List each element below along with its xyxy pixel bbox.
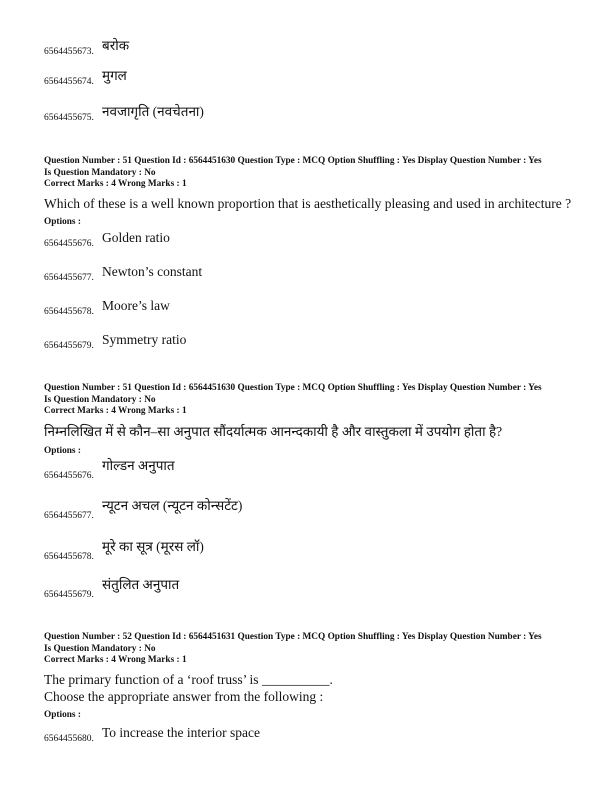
options-label: Options : xyxy=(44,217,81,227)
question-text: निम्नलिखित में से कौन–सा अनुपात सौंदर्यात्मक आनन्दकायी है और वास्तुकला में उपयोग होता है? xyxy=(44,424,503,439)
question-meta-line: Question Number : 52 Question Id : 6564451631 Question Type : MCQ Option Shuffling : Yes Display Question Number : Yes xyxy=(44,632,542,642)
question-marks: Correct Marks : 4 Wrong Marks : 1 xyxy=(44,655,187,665)
question-marks: Correct Marks : 4 Wrong Marks : 1 xyxy=(44,179,187,189)
option-row xyxy=(44,458,584,482)
option-text: To increase the interior space xyxy=(102,725,260,740)
option-id: 6564455676. xyxy=(44,239,94,249)
question-mandatory: Is Question Mandatory : No xyxy=(44,643,156,654)
option-text: Moore’s law xyxy=(102,298,170,313)
question-meta xyxy=(44,383,584,418)
option-text: Symmetry ratio xyxy=(102,332,187,347)
option-row xyxy=(44,100,584,124)
option-id: 6564455676. xyxy=(44,471,94,481)
question-meta-line: Question Number : 51 Question Id : 6564451630 Question Type : MCQ Option Shuffling : Yes Display Question Number : Yes xyxy=(44,383,542,393)
option-row xyxy=(44,294,584,318)
question-text: The primary function of a ‘roof truss’ is __________. xyxy=(44,672,333,687)
option-text: मुगल xyxy=(102,68,127,83)
question-text: Which of these is a well known proportion that is aesthetically pleasing and used in architecture ? xyxy=(44,196,572,211)
option-id: 6564455678. xyxy=(44,307,94,317)
option-id: 6564455675. xyxy=(44,113,94,123)
option-id: 6564455677. xyxy=(44,273,94,283)
option-id: 6564455673. xyxy=(44,47,94,57)
options-label: Options : xyxy=(44,446,81,456)
options-label: Options : xyxy=(44,710,81,720)
option-id: 6564455674. xyxy=(44,77,94,87)
option-text: बरोक xyxy=(102,38,130,53)
question-meta xyxy=(44,632,584,667)
option-id: 6564455679. xyxy=(44,341,94,351)
option-row xyxy=(44,539,584,563)
option-text: न्यूटन अचल (न्यूटन कोन्सटेंट) xyxy=(102,498,243,513)
option-row xyxy=(44,260,584,284)
option-text: नवजागृति (नवचेतना) xyxy=(102,104,204,119)
option-text: Golden ratio xyxy=(102,230,170,245)
question-text: Choose the appropriate answer from the following : xyxy=(44,689,324,704)
option-row xyxy=(44,64,584,88)
option-text: मूरे का सूत्र (मूरस लॉ) xyxy=(102,539,204,554)
option-text: संतुलित अनुपात xyxy=(102,577,180,592)
option-text: Newton’s constant xyxy=(102,264,203,279)
option-text: गोल्डन अनुपात xyxy=(102,458,175,473)
option-id: 6564455678. xyxy=(44,552,94,562)
question-meta xyxy=(44,156,584,191)
option-row xyxy=(44,577,584,601)
option-id: 6564455679. xyxy=(44,590,94,600)
option-row xyxy=(44,34,584,58)
option-id: 6564455677. xyxy=(44,511,94,521)
question-mandatory: Is Question Mandatory : No xyxy=(44,394,156,405)
question-meta-line: Question Number : 51 Question Id : 6564451630 Question Type : MCQ Option Shuffling : Yes Display Question Number : Yes xyxy=(44,156,542,166)
question-mandatory: Is Question Mandatory : No xyxy=(44,167,156,178)
question-marks: Correct Marks : 4 Wrong Marks : 1 xyxy=(44,406,187,416)
option-row xyxy=(44,328,584,352)
option-row xyxy=(44,226,584,250)
option-row xyxy=(44,498,584,522)
option-row xyxy=(44,721,584,745)
option-id: 6564455680. xyxy=(44,734,94,744)
